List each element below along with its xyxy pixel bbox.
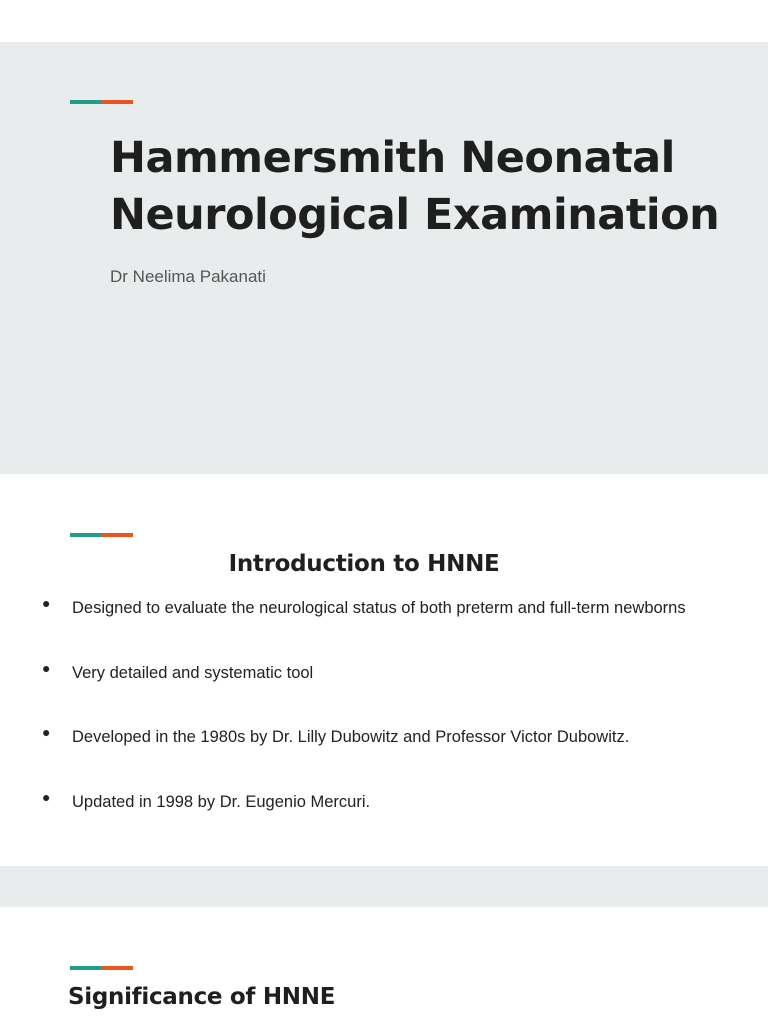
intro-title: Introduction to HNNE (228, 551, 500, 577)
bullet-text: Updated in 1998 by Dr. Eugenio Mercuri. (72, 792, 371, 811)
title-slide (0, 42, 768, 474)
bullet-icon: ● (42, 788, 51, 805)
slide-separator (0, 866, 768, 907)
accent-bar-teal (70, 533, 101, 537)
accent-bar-teal (70, 100, 101, 104)
bullet-icon: ● (42, 724, 51, 740)
accent-bar-orange (101, 100, 133, 104)
bullet-text: Very detailed and systematic tool (72, 663, 314, 682)
author-name: Dr Neelima Pakanati (110, 267, 266, 286)
presentation-title (110, 130, 750, 244)
bullet-text: Developed in the 1980s by Dr. Lilly Dubowitz and Professor Victor Dubowitz. (72, 728, 630, 746)
title-line-1: Hammersmith Neonatal (110, 133, 675, 183)
accent-bar (70, 100, 133, 104)
list-item (0, 657, 768, 722)
accent-bar-teal (70, 966, 101, 970)
list-item (0, 786, 768, 851)
accent-bar-orange (101, 533, 133, 537)
significance-title: Significance of HNNE (68, 984, 336, 1010)
bullet-icon: ● (42, 595, 51, 611)
accent-bar (70, 966, 133, 970)
title-line-2: Neurological Examination (110, 190, 720, 240)
accent-bar (70, 533, 133, 537)
list-item (0, 592, 768, 657)
significance-slide (0, 907, 768, 1024)
accent-bar-orange (101, 966, 133, 970)
bullet-icon: ● (42, 659, 51, 676)
bullet-list (0, 592, 768, 850)
intro-slide (0, 474, 768, 866)
bullet-text: Designed to evaluate the neurological status of both preterm and full-term newborns (72, 599, 686, 617)
list-item (0, 721, 768, 786)
